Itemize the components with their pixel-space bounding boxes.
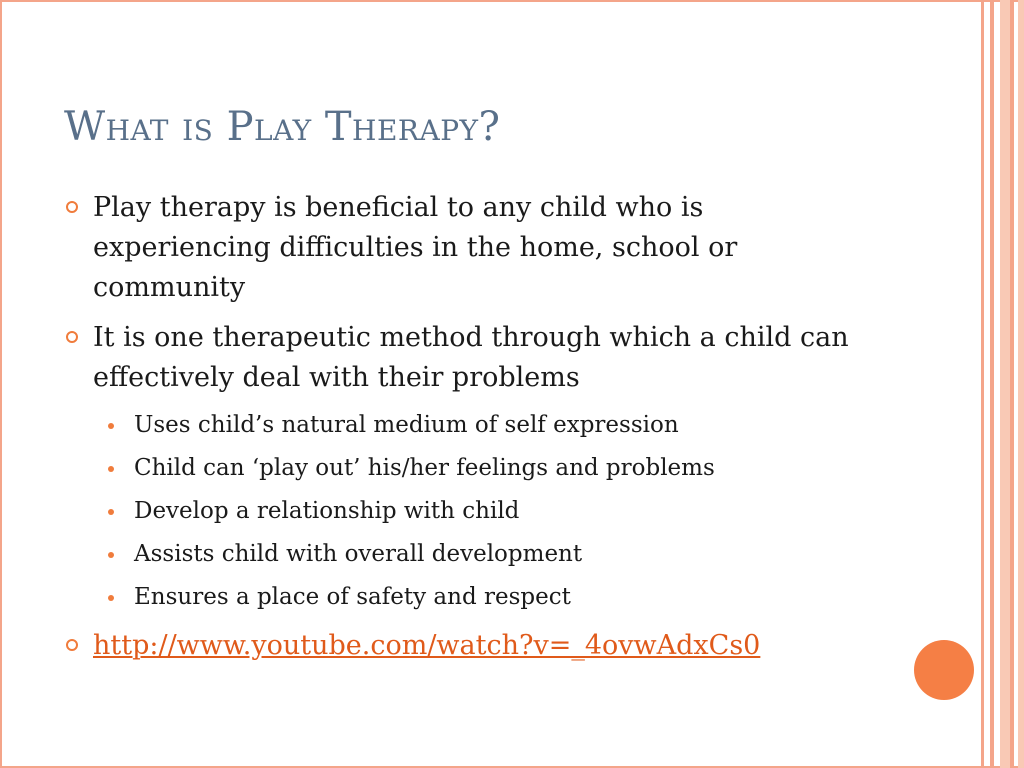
slide-left-border xyxy=(0,0,2,768)
sub-bullet-text: Uses child’s natural medium of self expression xyxy=(134,412,679,438)
circle-bullet-icon xyxy=(66,639,78,651)
slide-title: What is Play Therapy? xyxy=(64,104,501,150)
bullet-text: Play therapy is beneficial to any child who is experiencing difficulties in the home, school or community xyxy=(93,192,738,303)
sub-bullet-item xyxy=(108,539,886,569)
youtube-link[interactable]: http://www.youtube.com/watch?v=_4ovwAdxCs0 xyxy=(93,630,761,661)
sub-bullet-text: Assists child with overall development xyxy=(134,541,583,567)
sub-bullet-item xyxy=(108,410,886,440)
right-border-stripe xyxy=(1000,0,1010,768)
dot-bullet-icon xyxy=(108,552,114,558)
bullet-item xyxy=(66,188,886,308)
circle-bullet-icon xyxy=(66,331,78,343)
sub-bullet-item xyxy=(108,496,886,526)
right-border-stripe xyxy=(981,0,984,768)
bullet-text: It is one therapeutic method through which a child can effectively deal with their problems xyxy=(93,322,849,393)
sub-bullet-item xyxy=(108,582,886,612)
right-border-stripe xyxy=(1018,0,1024,768)
right-border-stripe xyxy=(1010,0,1014,768)
slide-content xyxy=(66,188,886,676)
dot-bullet-icon xyxy=(108,423,114,429)
sub-bullet-text: Ensures a place of safety and respect xyxy=(134,584,571,610)
sub-bullet-text: Child can ‘play out’ his/her feelings and problems xyxy=(134,455,715,481)
sub-bullet-text: Develop a relationship with child xyxy=(134,498,520,524)
decorative-circle xyxy=(914,640,974,700)
sub-bullet-list xyxy=(66,410,886,612)
dot-bullet-icon xyxy=(108,466,114,472)
bullet-item xyxy=(66,318,886,398)
bullet-item xyxy=(66,626,886,666)
sub-bullet-item xyxy=(108,453,886,483)
circle-bullet-icon xyxy=(66,201,78,213)
right-border-stripe xyxy=(990,0,994,768)
dot-bullet-icon xyxy=(108,509,114,515)
dot-bullet-icon xyxy=(108,595,114,601)
slide-top-border xyxy=(0,0,1024,2)
